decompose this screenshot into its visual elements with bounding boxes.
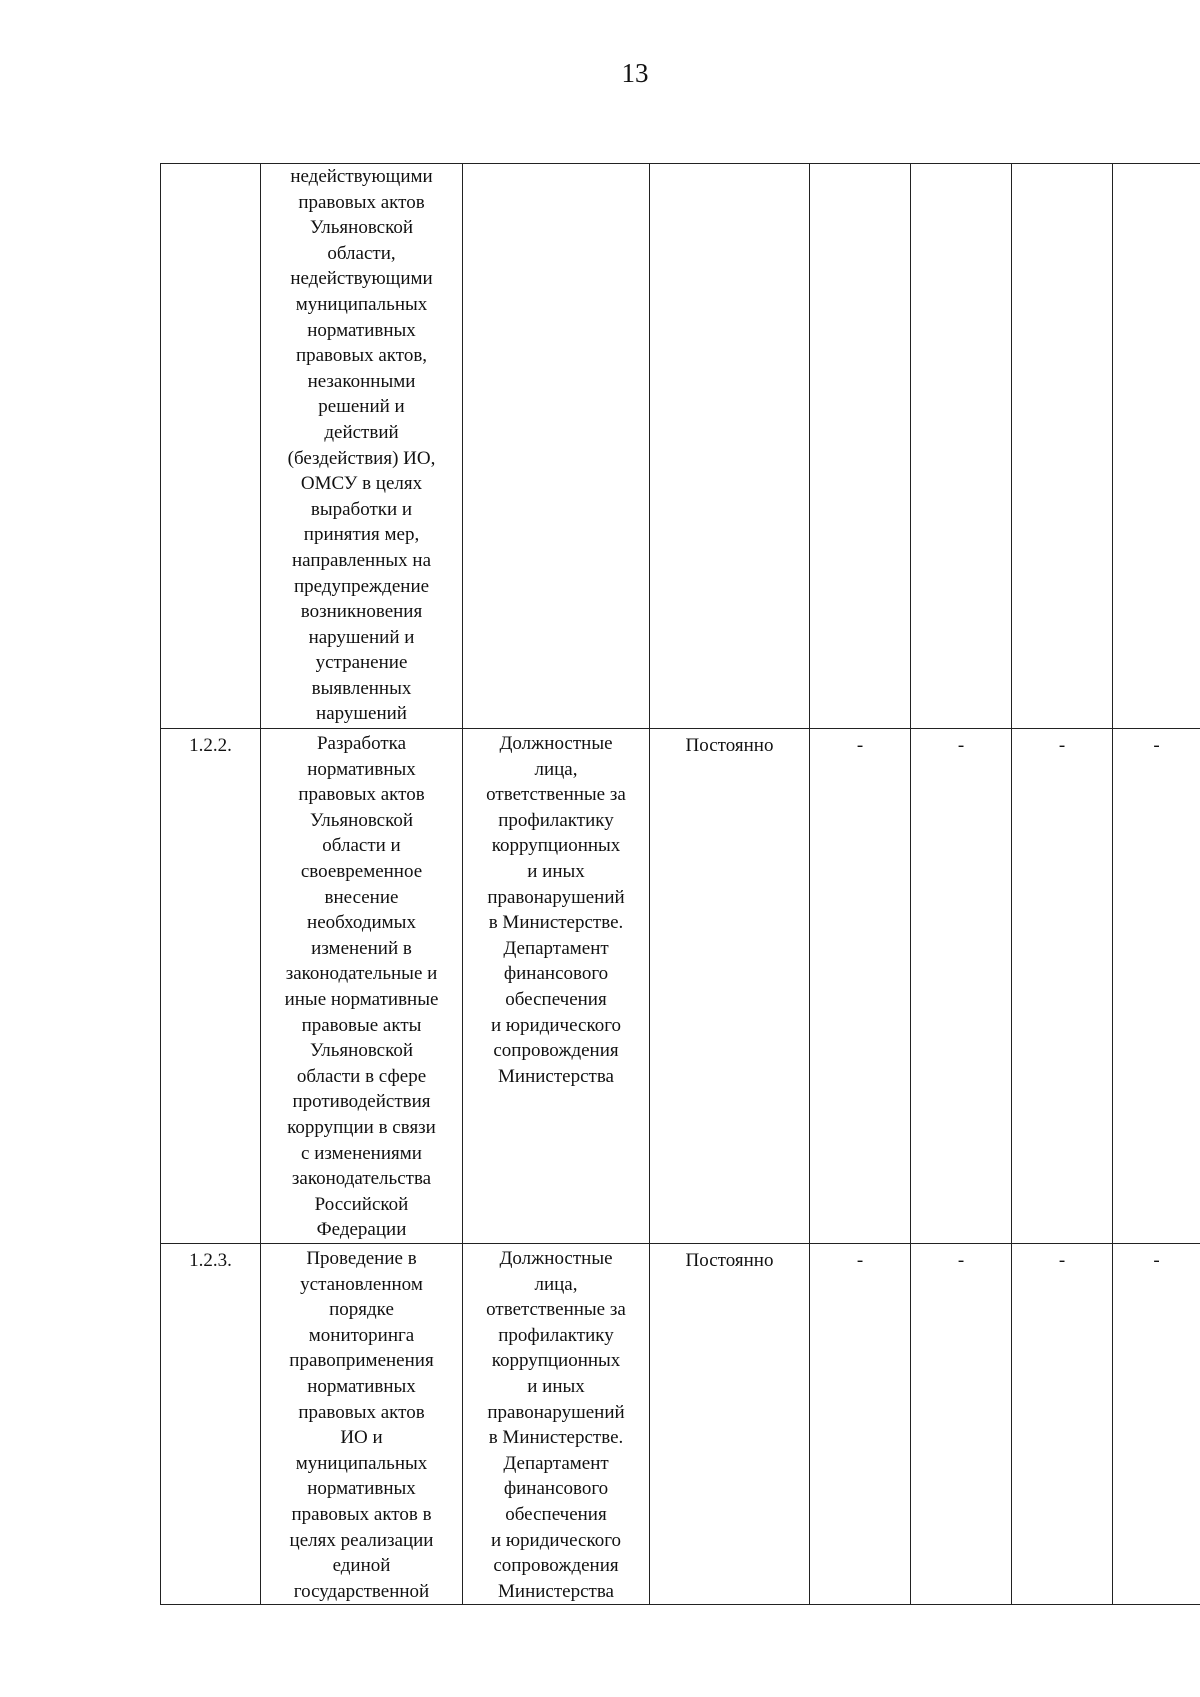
value-cell [911,729,1012,1244]
responsible-text: Должностные лица, ответственные за профилактику коррупционных и иных правонарушений в Министерстве. Департамент финансового обеспечения и юридического сопровождения Министерства [486,733,626,1087]
page-number: 13 [621,58,649,88]
value-text: - [856,735,864,756]
responsible-cell [463,729,650,1244]
responsible-cell [463,1244,650,1605]
table-row [161,729,1200,1244]
measure-cell [261,1244,463,1605]
measure-cell [261,729,463,1244]
value-cell [911,1244,1012,1605]
value-cell [810,164,911,729]
responsible-cell [463,164,650,729]
value-cell [1012,164,1113,729]
value-text: - [1153,735,1160,756]
term-cell [650,729,810,1244]
responsible-text: Должностные лица, ответственные за профилактику коррупционных и иных правонарушений в Министерстве. Департамент финансового обеспечения и юридического сопровождения Министерства [486,1248,626,1602]
measure-text: Проведение в установленном порядке мониторинга правоприменения нормативных правовых актов ИО и муниципальных нормативных правовых актов в целях реализации единой государственной [289,1248,434,1602]
value-cell [810,1244,911,1605]
term-text: Постоянно [685,1250,774,1271]
term-text: Постоянно [685,735,774,756]
measures-table [160,163,1200,1605]
row-number-cell [161,164,261,729]
measure-text: Разработка нормативных правовых актов Ульяновской области и своевременное внесение необходимых изменений в законодательные и иные нормативные правовые акты Ульяновской области в сфере противодействия коррупции в связи с изменениями законодательства Российской Федерации [284,733,439,1241]
term-cell [650,1244,810,1605]
row-number-cell [161,729,261,1244]
value-text: - [1058,735,1066,756]
value-text: - [1058,1250,1066,1271]
table-row [161,1244,1200,1605]
value-text: - [957,1250,965,1271]
table-row [161,164,1200,729]
measure-cell [261,164,463,729]
row-number: 1.2.2. [189,735,232,756]
value-cell [1113,164,1200,729]
value-cell [810,729,911,1244]
value-text: - [856,1250,864,1271]
term-cell [650,164,810,729]
value-cell [911,164,1012,729]
value-text: - [1153,1250,1160,1271]
value-cell [1012,1244,1113,1605]
value-cell [1012,729,1113,1244]
value-cell [1113,1244,1200,1605]
row-number-cell [161,1244,261,1605]
value-text: - [957,735,965,756]
value-cell [1113,729,1200,1244]
measure-text: недействующими правовых актов Ульяновской области, недействующими муниципальных нормативных правовых актов, незаконными решений и действий (бездействия) ИО, ОМСУ в целях выработки и принятия мер, направленных на предупреждение возникновения нарушений и устранение выявленных нарушений [287,166,436,725]
row-number: 1.2.3. [189,1250,232,1271]
